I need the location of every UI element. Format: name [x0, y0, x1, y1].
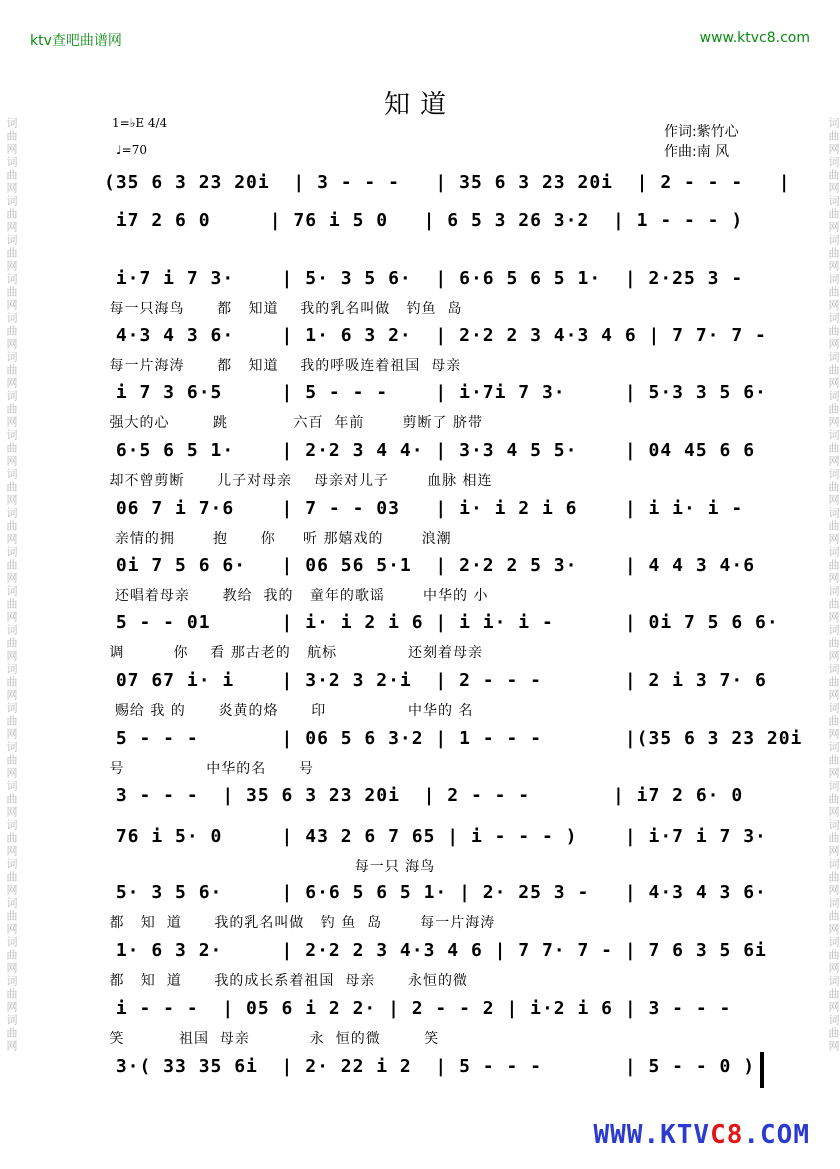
lyric-line: 号 中华的名 号 [104, 761, 314, 777]
notation-line: 0i 7 5 6 6· | 06 56 5·1 | 2·2 2 5 3· | 4 4 3 4·6 [104, 555, 756, 576]
notation-line: 5 - - - | 06 5 6 3·2 | 1 - - - |(35 6 3 23 20i [104, 728, 803, 749]
notation-line: 76 i 5· 0 | 43 2 6 7 65 | i - - - ) | i·7 i 7 3· [104, 826, 767, 847]
page-title: 知道 [383, 90, 456, 120]
notation-line: (35 6 3 23 20i | 3 - - - | 35 6 3 23 20i | 2 - - - | [104, 172, 791, 193]
lyric-line: 每一片海涛 都 知道 我的呼吸连着祖国 母亲 [104, 358, 462, 374]
notation-line: 4·3 4 3 6· | 1· 6 3 2· | 2·2 2 3 4·3 4 6 | 7 7· 7 - [104, 325, 767, 346]
site-logo: WWW.KTVC8.COM [593, 1120, 810, 1150]
notation-line: i - - - | 05 6 i 2 2· | 2 - - 2 | i·2 i 6 | 3 - - - [104, 998, 732, 1019]
notation-line: 6·5 6 5 1· | 2·2 3 4 4· | 3·3 4 5 5· | 04 45 6 6 [104, 440, 756, 461]
lyric-line: 都 知 道 我的成长系着祖国 母亲 永恒的微 [104, 973, 469, 989]
lyric-line: 还唱着母亲 教给 我的 童年的歌谣 中华的 小 [104, 588, 489, 604]
notation-line: i7 2 6 0 | 76 i 5 0 | 6 5 3 26 3·2 | 1 - - - ) [104, 210, 744, 231]
lyric-line: 调 你 看 那古老的 航标 还刻着母亲 [104, 645, 483, 661]
watermark-right: 词曲网词曲网词曲网词曲网词曲网词曲网词曲网词曲网词曲网词曲网词曲网词曲网词曲网词曲网词曲网词曲网词曲网词曲网词曲网词曲网词曲网词曲网词曲网词曲网 [827, 116, 840, 1053]
lyric-line: 却不曾剪断 儿子对母亲 母亲对儿子 血脉 相连 [104, 473, 493, 489]
site-url: www.ktvc8.com [699, 30, 810, 46]
composer-credit: 作曲:南 风 [664, 144, 730, 160]
lyric-line: 笑 祖国 母亲 永 恒的微 笑 [104, 1031, 440, 1047]
final-barline [760, 1052, 764, 1088]
site-name: ktv查吧曲谱网 [30, 33, 122, 49]
notation-line: i·7 i 7 3· | 5· 3 5 6· | 6·6 5 6 5 1· | 2·25 3 - [104, 268, 744, 289]
notation-line: i 7 3 6·5 | 5 - - - | i·7i 7 3· | 5·3 3 5 6· [104, 382, 767, 403]
lyric-line: 都 知 道 我的乳名叫做 钓 鱼 岛 每一片海涛 [104, 915, 496, 931]
lyric-line: 赐给 我 的 炎黄的烙 印 中华的 名 [104, 703, 474, 719]
watermark-left: 词曲网词曲网词曲网词曲网词曲网词曲网词曲网词曲网词曲网词曲网词曲网词曲网词曲网词曲网词曲网词曲网词曲网词曲网词曲网词曲网词曲网词曲网词曲网词曲网 [5, 116, 18, 1053]
notation-line: 06 7 i 7·6 | 7 - - 03 | i· i 2 i 6 | i i· i - [104, 498, 744, 519]
notation-line: 07 67 i· i | 3·2 3 2·i | 2 - - - | 2 i 3 7· 6 [104, 670, 767, 691]
tempo-marking: ♩=70 [116, 143, 147, 157]
key-signature: 1=♭E 4/4 [112, 116, 168, 130]
notation-line: 3 - - - | 35 6 3 23 20i | 2 - - - | i7 2 6· 0 [104, 785, 744, 806]
lyric-line: 亲情的拥 抱 你 听 那嬉戏的 浪潮 [104, 531, 452, 547]
notation-line: 3·( 33 35 6i | 2· 22 i 2 | 5 - - - | 5 - - 0 ) [104, 1056, 756, 1077]
lyric-line [104, 1086, 764, 1104]
notation-line: 1· 6 3 2· | 2·2 2 3 4·3 4 6 | 7 7· 7 - | 7 6 3 5 6i [104, 940, 767, 961]
lyric-line [104, 240, 764, 258]
notation-line: 5 - - 01 | i· i 2 i 6 | i i· i - | 0i 7 5 6 6· [104, 612, 779, 633]
lyricist-credit: 作词:紫竹心 [664, 124, 739, 140]
lyric-line: 每一只 海鸟 [104, 859, 436, 875]
notation-line: 5· 3 5 6· | 6·6 5 6 5 1· | 2· 25 3 - | 4·3 4 3 6· [104, 882, 767, 903]
lyric-line: 强大的心 跳 六百 年前 剪断了 脐带 [104, 415, 483, 431]
lyric-line: 每一只海鸟 都 知道 我的乳名叫做 钓鱼 岛 [104, 301, 463, 317]
